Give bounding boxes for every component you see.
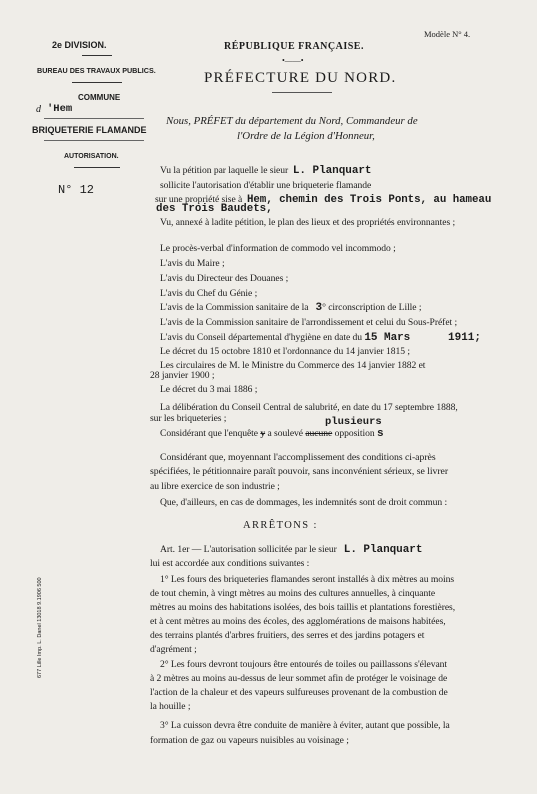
considerant-line-4: Que, d'ailleurs, en cas de dommages, les indemnités sont de droit commun : bbox=[160, 497, 448, 508]
conseil-year: 1911; bbox=[448, 332, 482, 344]
subject-label: BRIQUETERIE FLAMANDE bbox=[32, 125, 147, 135]
arretons-heading: ARRÊTONS : bbox=[243, 520, 318, 531]
struck-letter: y bbox=[260, 428, 266, 439]
decree-2b: 28 janvier 1900 ; bbox=[150, 370, 215, 381]
article1-line-1 bbox=[160, 544, 422, 556]
condition1-line: d'agrément ; bbox=[150, 644, 197, 655]
inserted-word: plusieurs bbox=[325, 416, 382, 428]
struck-word: aucune bbox=[305, 428, 333, 439]
condition3-line: 3° La cuisson devra être conduite de manière à éviter, autant que possible, la bbox=[160, 720, 450, 731]
divider bbox=[44, 118, 144, 119]
decree-5 bbox=[160, 428, 384, 440]
petition-text: sur une propriété sise à bbox=[155, 194, 243, 205]
decree-4b: sur les briqueteries ; bbox=[150, 413, 227, 424]
decree-1: Le décret du 15 octobre 1810 et l'ordonnance du 14 janvier 1815 ; bbox=[160, 346, 410, 357]
decree-text: Considérant que l'enquête bbox=[160, 428, 258, 439]
condition2-line: l'action de la chaleur et des vapeurs sulfureuses provenant de la combustion de bbox=[150, 687, 448, 698]
consideration-7 bbox=[160, 332, 410, 344]
consideration-text: L'avis de la Commission sanitaire de la bbox=[160, 302, 309, 313]
intro-line-1: Nous, PRÉFET du département du Nord, Commandeur de bbox=[166, 115, 418, 127]
condition2-line: 2° Les fours devront toujours être entourés de toiles ou paillassons s'élevant bbox=[160, 659, 448, 670]
considerant-line-3: au libre exercice de son industrie ; bbox=[150, 481, 280, 492]
conseil-date: 15 Mars bbox=[364, 332, 411, 344]
condition3-line: formation de gaz ou vapeurs nuisibles au voisinage ; bbox=[150, 735, 349, 746]
autorisation-label: AUTORISATION. bbox=[64, 153, 119, 160]
ornament: •——• bbox=[282, 56, 304, 65]
article1-line-2: lui est accordée aux conditions suivantes : bbox=[150, 558, 310, 569]
decree-2a: Les circulaires de M. le Ministre du Commerce des 14 janvier 1882 et bbox=[160, 360, 426, 371]
division-label: 2e DIVISION. bbox=[52, 40, 107, 50]
consideration-6: L'avis de la Commission sanitaire de l'arrondissement et celui du Sous-Préfet ; bbox=[160, 317, 458, 328]
modele-label: Modèle N° 4. bbox=[424, 29, 471, 39]
printer-imprint: 677 Lille Imp. L. Danel 13018 9.1906 500 bbox=[37, 577, 43, 678]
divider bbox=[74, 167, 120, 168]
decree-3: Le décret du 3 mai 1886 ; bbox=[160, 384, 258, 395]
divider bbox=[72, 82, 122, 83]
condition1-line: de tout chemin, à vingt mètres au moins des cultures annuelles, à cinquante bbox=[150, 588, 436, 599]
commune-prefix: d bbox=[36, 104, 41, 115]
condition1-line: des terrains plantés d'arbres fruitiers, des serres et des jardins potagers et bbox=[150, 630, 425, 641]
circonscription-text: ° circonscription de Lille ; bbox=[322, 302, 422, 313]
consideration-5 bbox=[160, 302, 421, 314]
divider bbox=[82, 55, 112, 56]
file-number: N° 12 bbox=[58, 183, 95, 197]
consideration-2: L'avis du Maire ; bbox=[160, 258, 225, 269]
consideration-3: L'avis du Directeur des Douanes ; bbox=[160, 273, 289, 284]
circonscription-number: 3 bbox=[315, 302, 323, 314]
decree-text: a soulevé bbox=[267, 428, 303, 439]
commune-name: 'Hem bbox=[47, 103, 73, 115]
condition1-line: et à cent mètres au moins des écoles, des agglomérations de maisons habitées, bbox=[150, 616, 446, 627]
commune-label: COMMUNE bbox=[78, 93, 121, 102]
condition2-line: la houille ; bbox=[150, 701, 191, 712]
prefecture-title: PRÉFECTURE DU NORD. bbox=[204, 70, 397, 86]
petition-line-5: Vu, annexé à ladite pétition, le plan des lieux et des propriétés environnantes ; bbox=[160, 217, 456, 228]
republique-label: RÉPUBLIQUE FRANÇAISE. bbox=[224, 41, 364, 52]
petitioner-name: L. Planquart bbox=[292, 165, 372, 177]
consideration-1: Le procès-verbal d'information de commodo vel incommodo ; bbox=[160, 243, 396, 254]
considerant-line-1: Considérant que, moyennant l'accomplissement des conditions ci-après bbox=[160, 452, 436, 463]
petition-line-1 bbox=[160, 165, 372, 177]
condition2-line: à 2 mètres au moins au-dessus de leur sommet afin de protéger le voisinage de bbox=[150, 673, 448, 684]
decree-text: opposition bbox=[334, 428, 375, 439]
divider bbox=[44, 140, 144, 141]
condition1-line: mètres au moins des habitations isolées, des bois taillis et plantations forestières, bbox=[150, 602, 456, 613]
article-text: Art. 1er — L'autorisation sollicitée par le sieur bbox=[160, 544, 337, 555]
petitioner-name: L. Planquart bbox=[343, 544, 423, 556]
condition1-line: 1° Les fours des briqueteries flamandes seront installés à dix mètres au moins bbox=[160, 574, 455, 585]
consideration-text: L'avis du Conseil départemental d'hygiène en date du bbox=[160, 332, 362, 343]
petition-line-2: sollicite l'autorisation d'établir une briqueterie flamande bbox=[160, 180, 372, 191]
decree-4a: La délibération du Conseil Central de salubrité, en date du 17 septembre 1888, bbox=[160, 402, 458, 413]
plural-s: s bbox=[376, 428, 384, 440]
property-location-cont: des Trois Baudets, bbox=[156, 203, 273, 215]
considerant-line-2: spécifiées, le pétitionnaire paraît pouvoir, sans inconvénient sérieux, se livrer bbox=[150, 466, 449, 477]
petition-text: Vu la pétition par laquelle le sieur bbox=[160, 165, 289, 176]
intro-line-2: l'Ordre de la Légion d'Honneur, bbox=[237, 130, 375, 142]
divider bbox=[272, 92, 332, 93]
consideration-4: L'avis du Chef du Génie ; bbox=[160, 288, 258, 299]
property-location: Hem, chemin des Trois Ponts, au hameau bbox=[246, 194, 492, 206]
bureau-label: BUREAU DES TRAVAUX PUBLICS. bbox=[37, 66, 156, 75]
